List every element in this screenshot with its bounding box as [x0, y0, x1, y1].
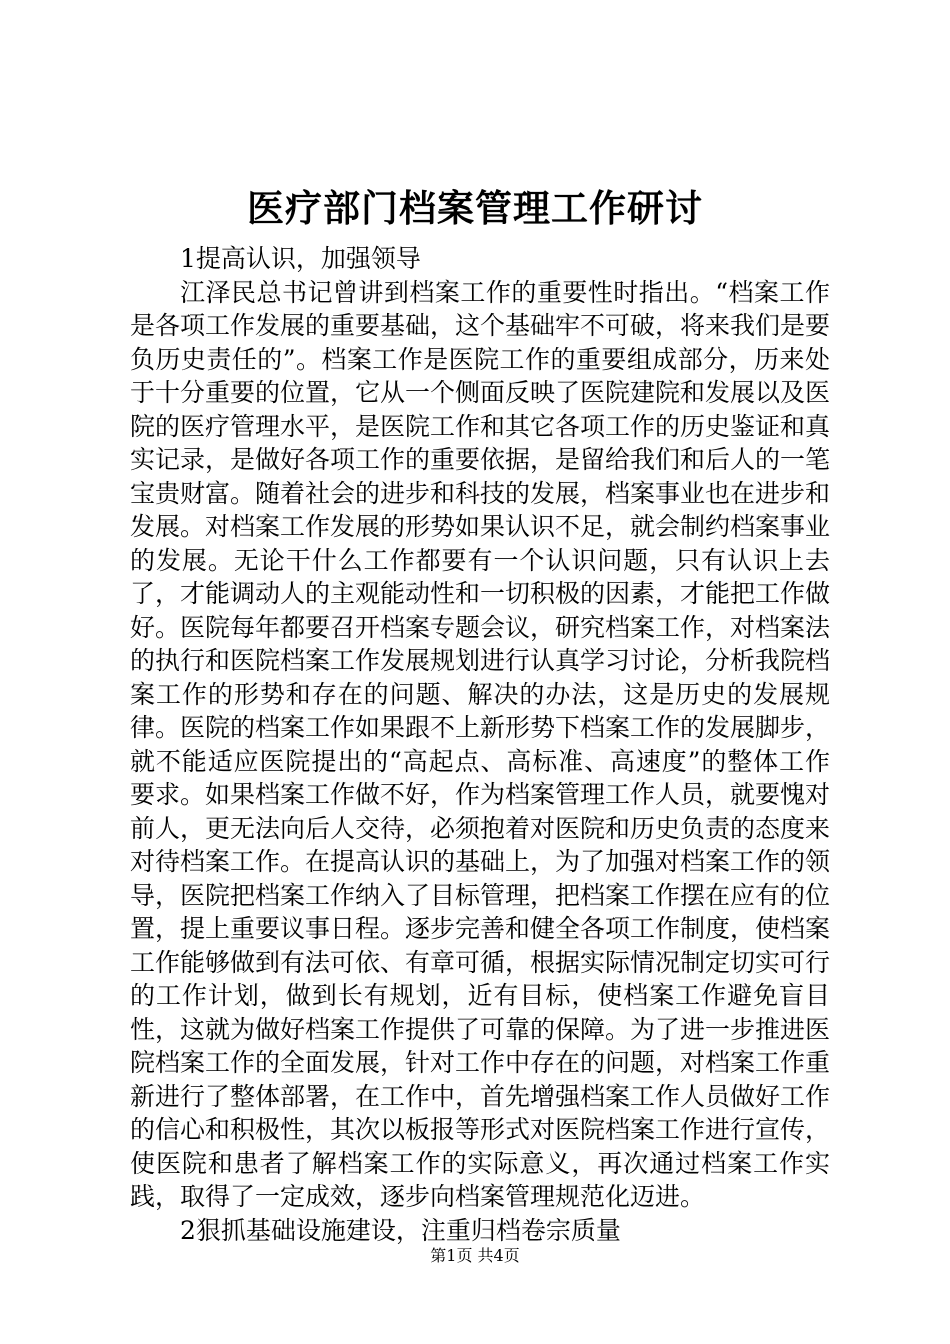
document-body: [130, 242, 830, 1247]
section-1-heading: 1提高认识，加强领导: [180, 244, 421, 273]
page-footer: 第1页 共4页: [430, 1246, 520, 1265]
section-2-heading: 2狠抓基础设施建设，注重归档卷宗质量: [180, 1215, 621, 1245]
document-title: 医疗部门档案管理工作研讨: [247, 186, 703, 230]
section-1-paragraph: 江泽民总书记曾讲到档案工作的重要性时指出。“档案工作是各项工作发展的重要基础，这个基础牢不可破，将来我们是要负历史责任的”。档案工作是医院工作的重要组成部分，历来处于十分重要的位置，它从一个侧面反映了医院建院和发展以及医院的医疗管理水平，是医院工作和其它各项工作的历史鉴证和真实记录，是做好各项工作的重要依据，是留给我们和后人的一笔宝贵财富。随着社会的进步和科技的发展，档案事业也在进步和发展。对档案工作发展的形势如果认识不足，就会制约档案事业的发展。无论干什么工作都要有一个认识问题，只有认识上去了，才能调动人的主观能动性和一切积极的因素，才能把工作做好。医院每年都要召开档案专题会议，研究档案工作，对档案法的执行和医院档案工作发展规划进行认真学习讨论，分析我院档案工作的形势和存在的问题、解决的办法，这是历史的发展规律。医院的档案工作如果跟不上新形势下档案工作的发展脚步，就不能适应医院提出的“高起点、高标准、高速度”的整体工作要求。如果档案工作做不好，作为档案管理工作人员，就要愧对前人，更无法向后人交待，必须抱着对医院和历史负责的态度来对待档案工作。在提高认识的基础上，为了加强对档案工作的领导，医院把档案工作纳入了目标管理，把档案工作摆在应有的位置，提上重要议事日程。逐步完善和健全各项工作制度，使档案工作能够做到有法可依、有章可循，根据实际情况制定切实可行的工作计划，做到长有规划，近有目标，使档案工作避免盲目性，这就为做好档案工作提供了可靠的保障。为了进一步推进医院档案工作的全面发展，针对工作中存在的问题，对档案工作重新进行了整体部署，在工作中，首先增强档案工作人员做好工作的信心和积极性，其次以板报等形式对医院档案工作进行宣传，使医院和患者了解档案工作的实际意义，再次通过档案工作实践，取得了一定成效，逐步向档案管理规范化迈进。: [130, 277, 831, 1211]
